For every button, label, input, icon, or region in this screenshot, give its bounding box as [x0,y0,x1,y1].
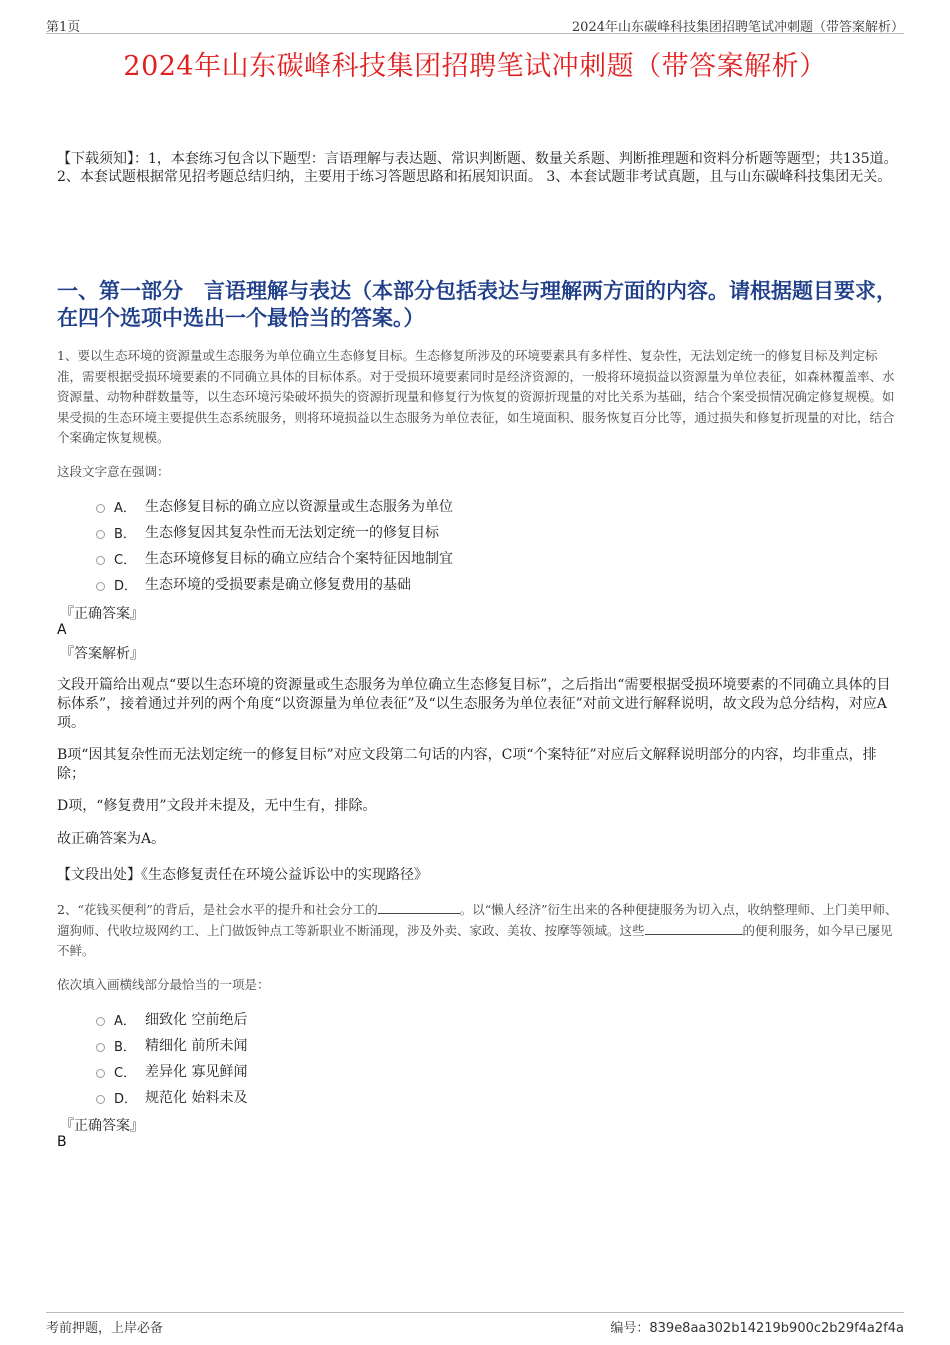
question-2-option-b[interactable]: B． 精细化 前所未闻 [96,1032,796,1058]
header-doc-title: 2024年山东碳峰科技集团招聘笔试冲刺题（带答案解析） [571,20,904,35]
question-1-option-b[interactable]: B． 生态修复因其复杂性而无法划定统一的修复目标 [96,519,796,545]
question-1-option-c[interactable]: C． 生态环境修复目标的确立应结合个案特征因地制宜 [96,545,796,571]
question-1-stem: 1、要以生态环境的资源量或生态服务为单位确立生态修复目标。生态修复所涉及的环境要素具有多样性、复杂性，无法划定统一的修复目标及判定标准，需要根据受损环境要素的不同确立具体的目标体系。对于受损环境要素同时是经济资源的，一般将环境损益以资源量为单位表征，如森林覆盖率、水资源量、动物种群数量等，以生态环境污染破坏损失的资源折现量和修复行为恢复的资源折现量的对比关系为基础，结合个案受损情况确定修复规模。如果受损的生态环境主要提供生态系统服务，则将环境损益以生态服务为单位表征，如生境面积、服务恢复百分比等，通过损失和修复折现量的对比，结合个案确定恢复规模。 [57,348,895,445]
analysis-paragraph-4: 故正确答案为A。 [57,831,166,847]
question-1-answer-label: 『正确答案』 [60,606,144,622]
analysis-paragraph-1: 文段开篇给出观点“要以生态环境的资源量或生态服务为单位确立生态修复目标”，之后指出“需要根据受损环境要素的不同确立具体的目标体系”，接着通过并列的两个角度“以资源量为单位表征”及“以生态服务为单位表征”对前文进行解释说明，故文段为总分结构，对应A项。 [57,677,891,731]
radio-icon[interactable] [96,556,105,565]
question-1-option-d[interactable]: D． 生态环境的受损要素是确立修复费用的基础 [96,571,796,597]
radio-icon[interactable] [96,1069,105,1078]
analysis-paragraph-3: D项，“修复费用”文段并未提及，无中生有，排除。 [57,798,377,814]
footer-code: 编号：839e8aa302b14219b900c2b29f4a2f4a [610,1321,904,1336]
question-2-answer-label: 『正确答案』 [60,1118,144,1134]
radio-icon[interactable] [96,1095,105,1104]
radio-icon[interactable] [96,1017,105,1026]
question-2-options [96,1006,796,1110]
radio-icon[interactable] [96,582,105,591]
analysis-paragraph-2: B项“因其复杂性而无法划定统一的修复目标”对应文段第二句话的内容，C项“个案特征”对应后文解释说明部分的内容，均非重点，排除； [57,747,877,782]
question-2-prompt: 依次填入画横线部分最恰当的一项是： [57,977,270,992]
page-number: 第1页 [46,20,81,35]
question-1-answer: A [57,622,67,638]
question-2-option-a[interactable]: A． 细致化 空前绝后 [96,1006,796,1032]
question-1-option-a[interactable]: A． 生态修复目标的确立应以资源量或生态服务为单位 [96,493,796,519]
radio-icon[interactable] [96,1043,105,1052]
question-2-option-d[interactable]: D． 规范化 始料未及 [96,1084,796,1110]
passage-source: 【文段出处】《生态修复责任在环境公益诉讼中的实现路径》 [57,867,428,883]
page-title: 2024年山东碳峰科技集团招聘笔试冲刺题（带答案解析） [123,51,827,82]
fill-blank-1[interactable] [378,900,460,914]
question-2-stem: 2、“花钱买便利”的背后，是社会水平的提升和社会分工的 。以“懒人经济”衍生出来的各种便捷服务为切入点，收纳整理师、上门美甲师、遛狗师、代收垃圾网约工、上门做饭钟点工等新职业不断涌现，涉及外卖、家政、美妆、按摩等领域。这些 的便利服务，如今早已屡见不鲜。 [57,902,898,958]
question-2-option-c[interactable]: C． 差异化 寡见鲜闻 [96,1058,796,1084]
page-header [46,14,904,34]
question-2-answer: B [57,1134,67,1150]
page-footer [46,1312,904,1336]
footer-slogan: 考前押题，上岸必备 [46,1321,164,1336]
question-1-analysis-label: 『答案解析』 [60,646,144,662]
section-heading: 一、第一部分 言语理解与表达（本部分包括表达与理解两方面的内容。请根据题目要求，在四个选项中选出一个最恰当的答案。） [57,278,897,330]
question-1-prompt: 这段文字意在强调： [57,464,170,479]
radio-icon[interactable] [96,530,105,539]
radio-icon[interactable] [96,504,105,513]
download-notice: 【下载须知】：1，本套练习包含以下题型：言语理解与表达题、常识判断题、数量关系题、判断推理题和资料分析题等题型；共135道。 2、本套试题根据常见招考题总结归纳，主要用于练习答题思路和拓展知识面。 3、本套试题非考试真题，且与山东碳峰科技集团无关。 [57,151,898,185]
question-1-options [96,493,796,597]
fill-blank-2[interactable] [645,921,743,935]
